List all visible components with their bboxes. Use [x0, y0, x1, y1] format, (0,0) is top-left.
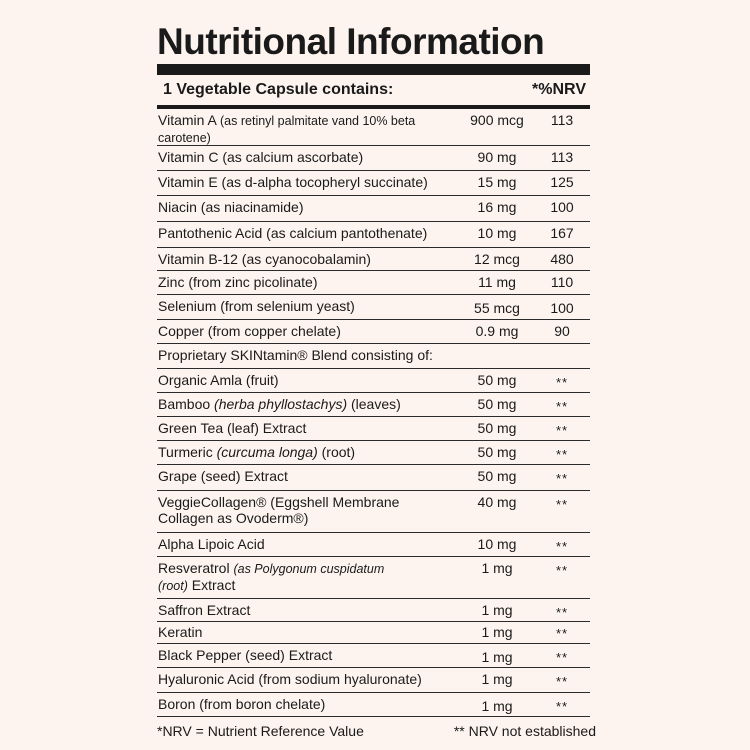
- nutrient-amount: 11 mg: [478, 274, 516, 290]
- nutrient-name-part: (leaves): [347, 396, 401, 412]
- nutrient-row: [157, 109, 590, 146]
- nutrient-name-main: Bamboo: [158, 396, 215, 412]
- nutrient-amount: 50 mg: [477, 420, 517, 436]
- nutrient-name-part: (root): [317, 444, 356, 460]
- nutrient-nrv: 125: [550, 174, 574, 190]
- nutrient-nrv: 90: [554, 323, 570, 339]
- nutrient-nrv: 167: [550, 225, 574, 241]
- nutrient-name: Keratin: [158, 624, 203, 640]
- nutrient-name: Zinc (from zinc picolinate): [158, 274, 318, 290]
- nutrient-amount: 50 mg: [477, 468, 517, 484]
- nrv-footnote: *NRV = Nutrient Reference Value: [157, 723, 364, 739]
- nutrient-row: [157, 644, 590, 668]
- nutrient-name-detail: (as retinyl palmitate vand 10% beta carotene): [158, 114, 416, 145]
- blend-header-row: [157, 344, 590, 369]
- nutrient-name-main: Resveratrol: [158, 560, 234, 576]
- nutrient-amount: 90 mg: [477, 149, 517, 165]
- nutrient-name: Vitamin B-12 (as cyanocobalamin): [158, 251, 371, 267]
- nutrient-row: [157, 491, 590, 533]
- nutrient-name: [158, 112, 458, 146]
- nutrient-nrv: 110: [550, 274, 574, 290]
- nutrient-name: Saffron Extract: [158, 602, 251, 618]
- nutrient-name: Hyaluronic Acid (from sodium hyaluronate): [158, 671, 422, 687]
- nutrient-row: [157, 441, 590, 465]
- nutrient-nrv: **: [555, 375, 569, 390]
- nutrient-nrv: **: [555, 605, 569, 620]
- nutrition-panel: [157, 20, 596, 745]
- panel-title: Nutritional Information: [157, 21, 545, 62]
- nutrient-nrv: 113: [550, 112, 574, 128]
- nutrient-nrv: **: [555, 699, 569, 714]
- nutrient-row: [157, 248, 590, 271]
- nutrient-nrv: 480: [550, 251, 574, 267]
- nutrient-row: [157, 196, 590, 222]
- nutrient-name: [158, 560, 408, 594]
- nutrient-name: Organic Amla (fruit): [158, 372, 279, 388]
- nutrient-nrv: **: [555, 674, 569, 689]
- nutrient-row: [157, 146, 590, 171]
- nutrient-amount: 40 mg: [477, 494, 517, 510]
- nutrient-amount: 1 mg: [481, 602, 513, 618]
- nutrient-name-main: Turmeric: [158, 444, 217, 460]
- nutrient-name: VeggieCollagen® (Eggshell Membrane Collagen as Ovoderm®): [158, 494, 400, 526]
- nutrient-amount: 1 mg: [481, 698, 513, 714]
- nutrient-amount: 900 mcg: [470, 112, 524, 128]
- not-established-footnote: ** NRV not established: [453, 723, 596, 739]
- nutrient-name: Copper (from copper chelate): [158, 323, 341, 339]
- nutrient-row: [157, 465, 590, 491]
- nutrient-row: [157, 693, 590, 717]
- nutrient-row: [157, 222, 590, 248]
- nutrient-row: [157, 622, 590, 644]
- nutrient-amount: 50 mg: [477, 444, 517, 460]
- nutrient-table: [157, 109, 590, 717]
- nutrient-row: [157, 557, 590, 599]
- nutrient-nrv: **: [555, 423, 569, 438]
- nutrient-name-latin: (curcuma longa): [216, 444, 318, 460]
- nutrient-name: Alpha Lipoic Acid: [158, 536, 265, 552]
- nutrient-row: [157, 271, 590, 295]
- blend-name: Proprietary SKINtamin® Blend consisting of:: [158, 347, 433, 363]
- nutrient-name: [158, 396, 458, 412]
- nutrient-nrv: 100: [550, 199, 574, 215]
- nutrient-row: [157, 417, 590, 441]
- nutrient-nrv: **: [555, 563, 569, 578]
- nutrient-nrv: **: [555, 497, 569, 512]
- nutrient-name: Boron (from boron chelate): [158, 696, 326, 712]
- nutrient-row: [157, 295, 590, 320]
- nutrient-amount: 1 mg: [481, 649, 513, 665]
- nutrient-amount: 1 mg: [481, 560, 513, 576]
- nutrient-name-part: Extract: [187, 577, 236, 593]
- serving-label: 1 Vegetable Capsule contains:: [163, 81, 394, 98]
- nutrient-amount: 50 mg: [477, 396, 517, 412]
- nutrient-name: Niacin (as niacinamide): [158, 199, 304, 215]
- nutrient-row: [157, 599, 590, 622]
- nutrient-row: [157, 369, 590, 393]
- nutrient-amount: 0.9 mg: [475, 323, 519, 339]
- nutrient-name: Pantothenic Acid (as calcium pantothenate): [158, 225, 428, 241]
- nutrient-name: Vitamin C (as calcium ascorbate): [158, 149, 364, 165]
- nutrient-amount: 55 mcg: [474, 300, 520, 316]
- nutrient-nrv: **: [555, 447, 569, 462]
- nutrient-amount: 12 mcg: [474, 251, 520, 267]
- nutrient-nrv: 113: [550, 149, 574, 165]
- nutrient-amount: 1 mg: [481, 671, 513, 687]
- table-footer: [157, 721, 596, 745]
- nutrient-nrv: **: [555, 539, 569, 554]
- nutrient-row: [157, 320, 590, 344]
- nutrient-name: [158, 444, 458, 460]
- nutrient-name: Black Pepper (seed) Extract: [158, 647, 333, 663]
- nutrient-amount: 10 mg: [477, 225, 517, 241]
- nutrient-name-main: Vitamin A: [158, 112, 217, 128]
- nutrient-name-latin: (herba phyllostachys): [214, 396, 348, 412]
- nutrient-row: [157, 393, 590, 417]
- nutrient-amount: 16 mg: [477, 199, 517, 215]
- serving-header: [157, 75, 590, 105]
- nutrient-row: [157, 668, 590, 693]
- nutrient-amount: 10 mg: [477, 536, 517, 552]
- nutrient-nrv: **: [555, 650, 569, 665]
- nutrient-row: [157, 533, 590, 557]
- nutrient-name: Grape (seed) Extract: [158, 468, 288, 484]
- nutrient-row: [157, 171, 590, 196]
- nutrient-nrv: **: [555, 471, 569, 486]
- nutrient-amount: 15 mg: [477, 174, 517, 190]
- nutrient-name-latin: (as Polygonum cuspidatum (root): [158, 562, 385, 593]
- nutrient-name: Vitamin E (as d-alpha tocopheryl succinate): [158, 174, 428, 190]
- nutrient-amount: 1 mg: [481, 624, 513, 640]
- nutrient-amount: 50 mg: [477, 372, 517, 388]
- nutrient-nrv: 100: [550, 300, 574, 316]
- title-divider: [157, 64, 590, 75]
- nutrient-name: Green Tea (leaf) Extract: [158, 420, 307, 436]
- nutrient-nrv: **: [555, 626, 569, 641]
- nrv-header: *%NRV: [532, 81, 586, 98]
- nutrient-nrv: **: [555, 399, 569, 414]
- nutrient-name: Selenium (from selenium yeast): [158, 298, 355, 314]
